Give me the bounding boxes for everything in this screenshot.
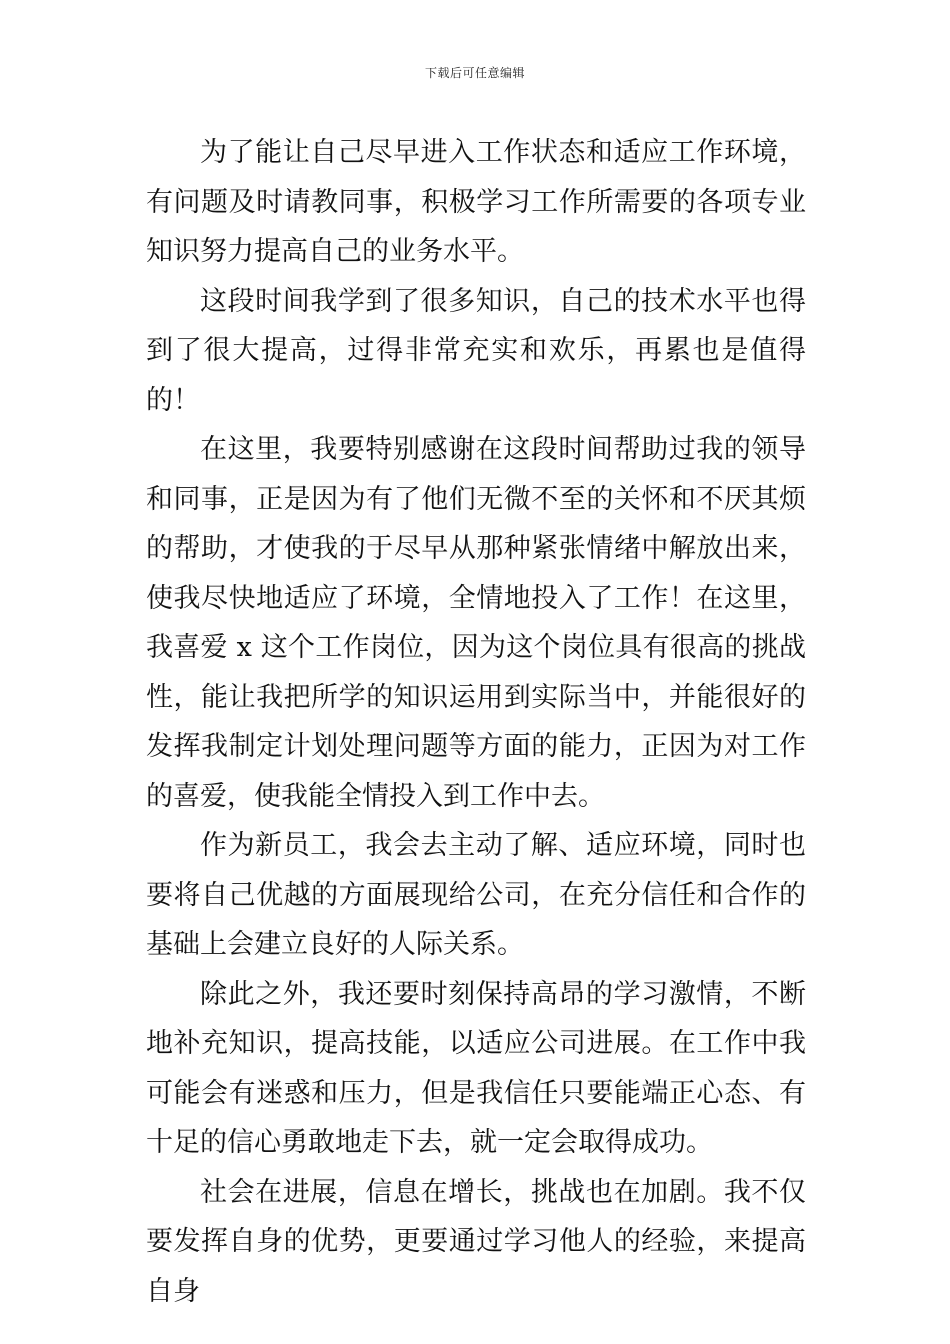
paragraph-4: 作为新员工，我会去主动了解、适应环境，同时也要将自己优越的方面展现给公司，在充分信任和合作的基础上会建立良好的人际关系。 (146, 830, 806, 960)
paragraph-5: 除此之外，我还要时刻保持高昂的学习激情，不断地补充知识，提高技能，以适应公司进展。在工作中我可能会有迷惑和压力，但是我信任只要能端正心态、有十足的信心勇敢地走下去，就一定会取得成功。 (146, 978, 806, 1158)
document-body (146, 128, 806, 1316)
page-header-note: 下载后可任意编辑 (424, 66, 525, 80)
paragraph-6: 社会在进展，信息在增长，挑战也在加剧。我不仅要发挥自身的优势，更要通过学习他人的经验，来提高自身 (146, 1176, 806, 1307)
paragraph-1: 为了能让自己尽早进入工作状态和适应工作环境，有问题及时请教同事，积极学习工作所需要的各项专业知识努力提高自己的业务水平。 (146, 137, 806, 267)
paragraph-2: 这段时间我学到了很多知识，自己的技术水平也得到了很大提高，过得非常充实和欢乐，再累也是值得的！ (146, 285, 806, 416)
paragraph-3: 在这里，我要特别感谢在这段时间帮助过我的领导和同事，正是因为有了他们无微不至的关怀和不厌其烦的帮助，才使我的于尽早从那种紧张情绪中解放出来，使我尽快地适应了环境，全情地投入了工作！在这里，我喜爱 x 这个工作岗位，因为这个岗位具有很高的挑战性，能让我把所学的知识运用到实际当中，并能很好的发挥我制定计划处理问题等方面的能力，正因为对工作的喜爱，使我能全情投入到工作中去。 (146, 434, 806, 812)
